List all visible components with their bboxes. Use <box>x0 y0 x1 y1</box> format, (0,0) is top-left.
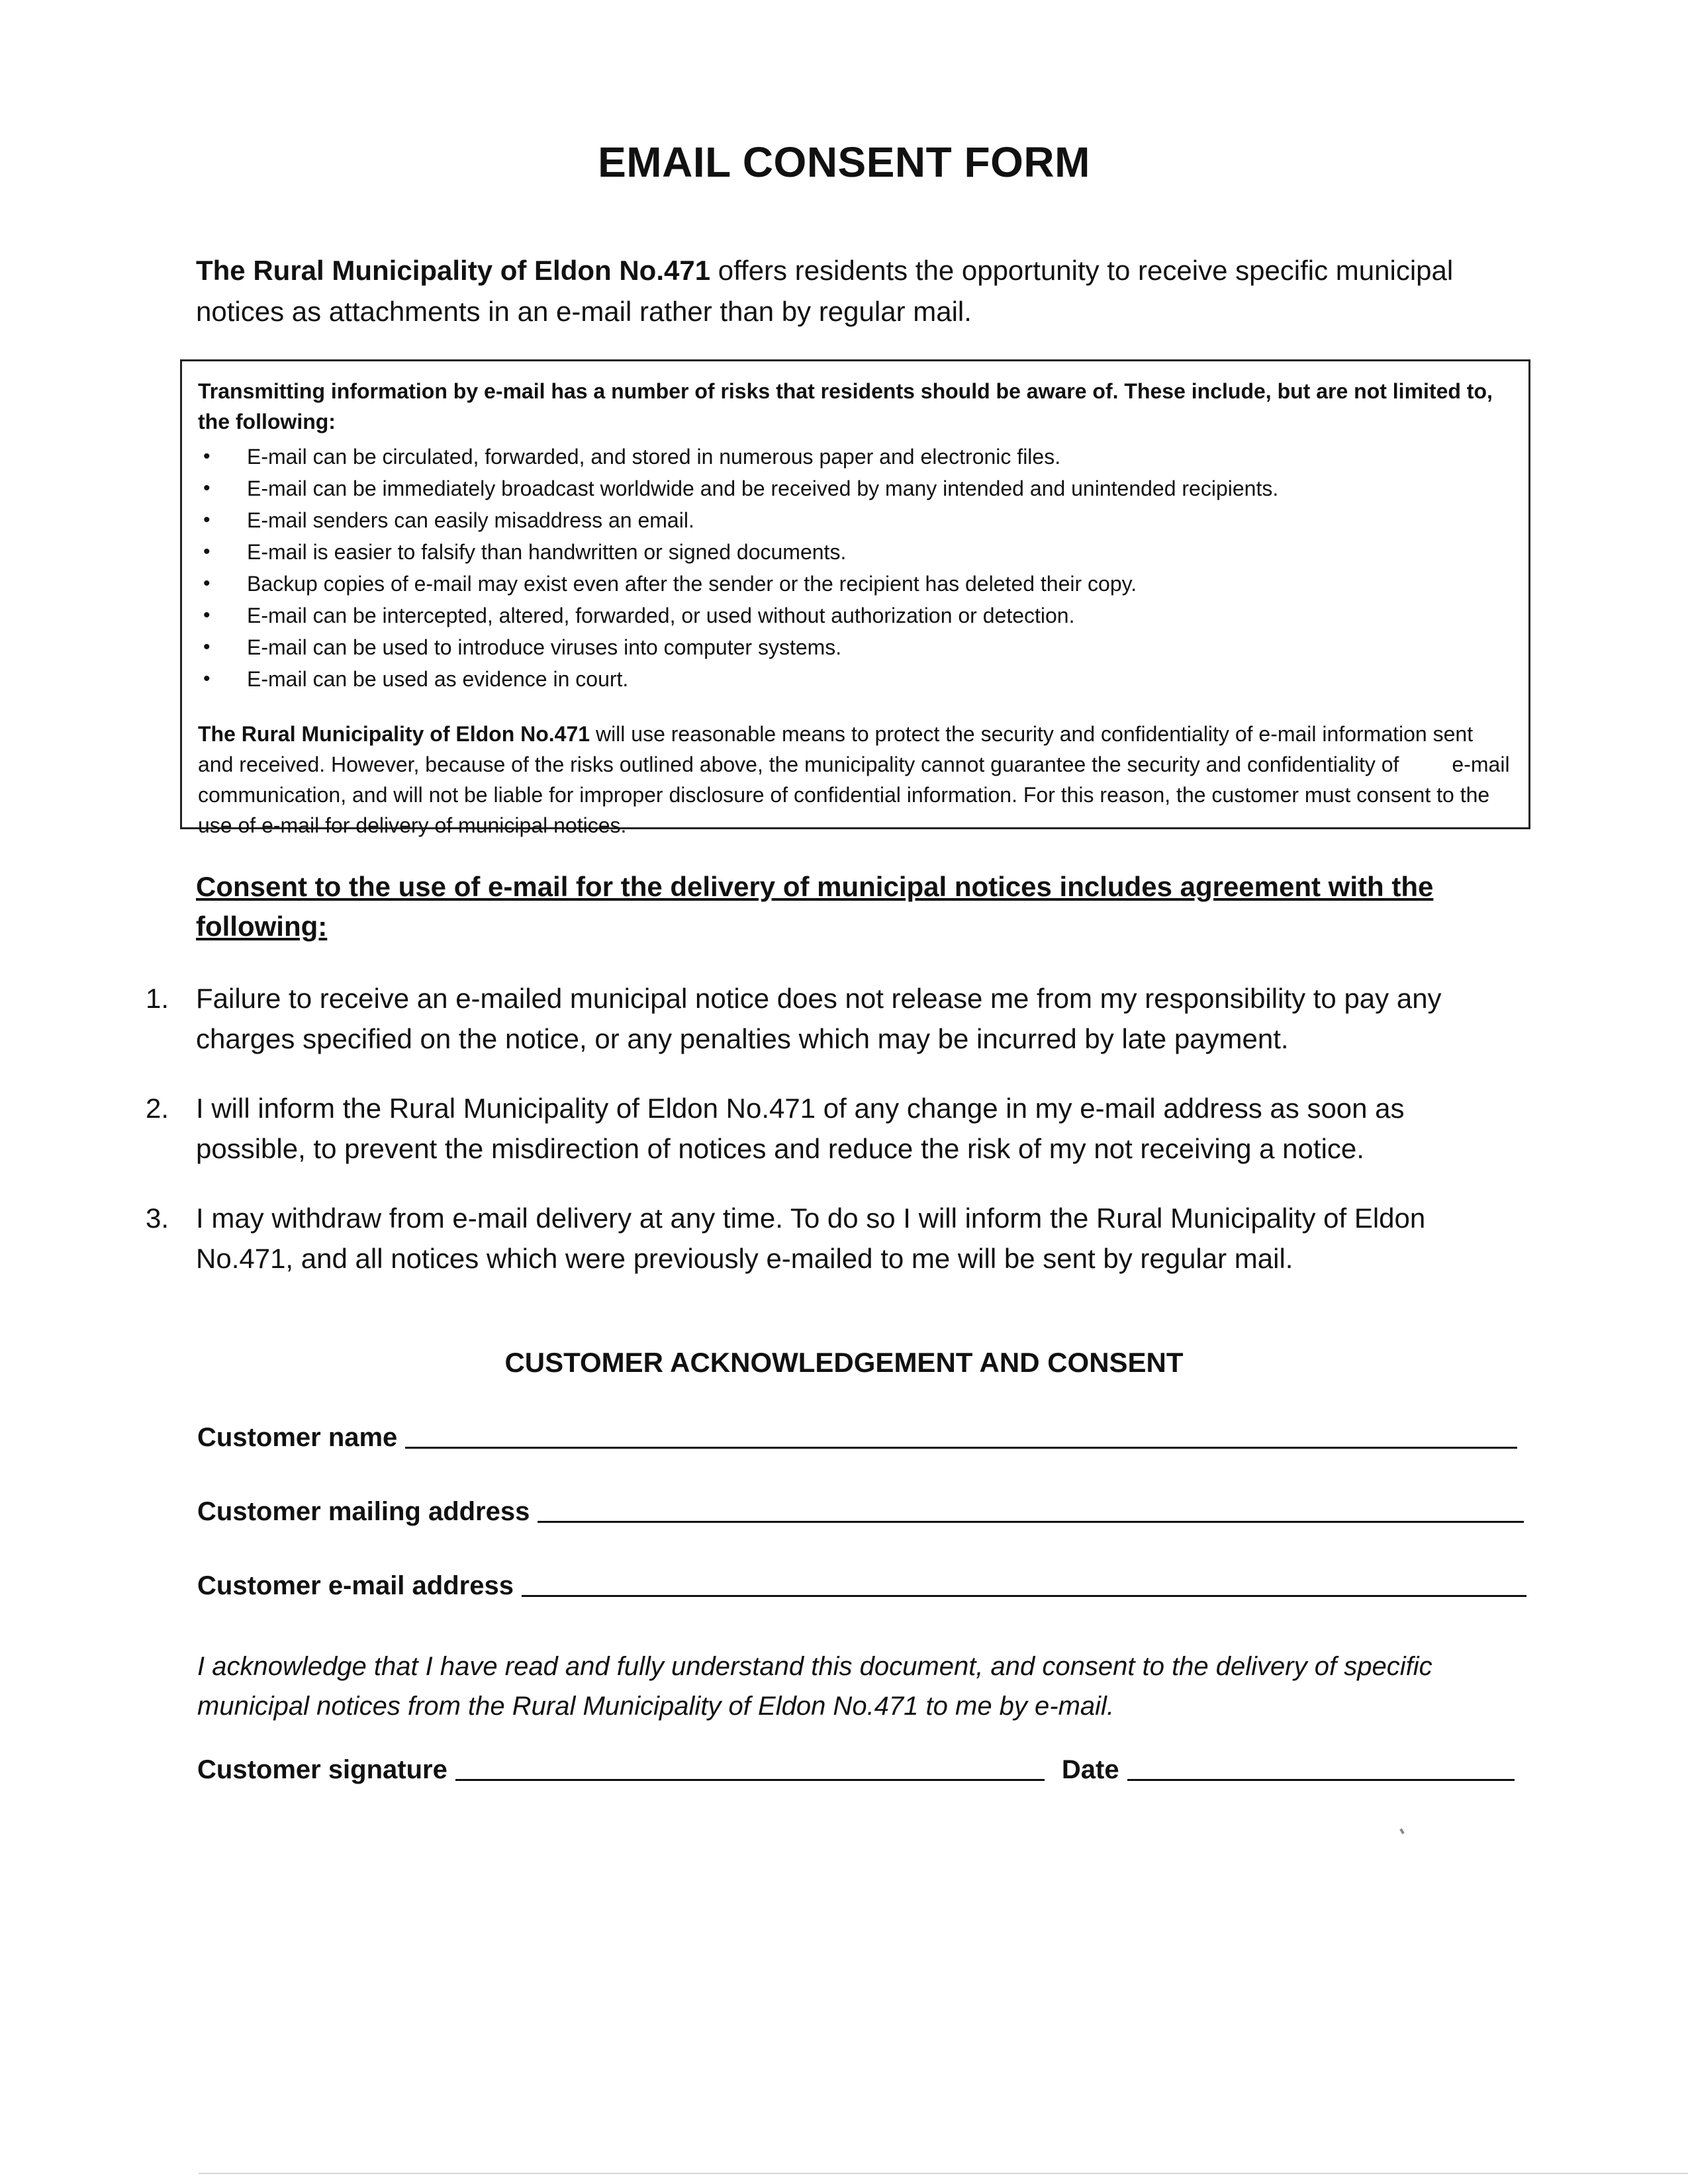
risk-item-text: E-mail can be used as evidence in court. <box>247 667 629 691</box>
agreement-text: I will inform the Rural Municipality of Eldon No.471 of any change in my e-mail address as soon as possible, to prevent the misdirection of notices and reduce the risk of my not receiving a notice. <box>196 1093 1405 1164</box>
agreement-number: 3. <box>146 1203 169 1234</box>
risk-list <box>198 441 1511 695</box>
risk-heading: Transmitting information by e-mail has a number of risks that residents should be aware of. These include, but are not limited to, the following: <box>198 379 1493 433</box>
date-label: Date <box>1061 1755 1119 1784</box>
risk-item-text: E-mail is easier to falsify than handwritten or signed documents. <box>247 540 847 564</box>
date-line[interactable] <box>1127 1778 1515 1781</box>
acknowledgement-heading: CUSTOMER ACKNOWLEDGEMENT AND CONSENT <box>504 1347 1184 1378</box>
risk-item <box>198 536 1511 568</box>
risk-item <box>198 504 1511 536</box>
customer-name-field <box>197 1423 1517 1453</box>
bullet-icon: • <box>203 636 211 658</box>
customer-email-line[interactable] <box>522 1594 1526 1597</box>
customer-name-label: Customer name <box>197 1423 398 1452</box>
risk-item <box>198 663 1511 695</box>
customer-signature-field <box>197 1755 1515 1785</box>
risk-item-text: E-mail can be circulated, forwarded, and stored in numerous paper and electronic files. <box>247 445 1061 469</box>
bullet-icon: • <box>203 668 211 690</box>
bullet-icon: • <box>203 572 211 594</box>
agreement-number: 1. <box>146 983 169 1014</box>
bullet-icon: • <box>203 509 211 531</box>
bullet-icon: • <box>203 477 211 499</box>
form-title: EMAIL CONSENT FORM <box>598 138 1090 186</box>
customer-mailing-address-label: Customer mailing address <box>197 1497 530 1526</box>
bullet-icon: • <box>203 604 211 626</box>
risk-footer-paragraph <box>198 719 1511 841</box>
risk-item-text: Backup copies of e-mail may exist even after the sender or the recipient has deleted their copy. <box>247 572 1137 596</box>
intro-org-name: The Rural Municipality of Eldon No.471 <box>196 255 711 286</box>
risk-footer-text-2: e-mail communication, and will not be liable for improper disclosure of confidential information. For this reason, the customer must consent to the use of e-mail for delivery of municipal notices. <box>198 752 1510 837</box>
consent-heading: Consent to the use of e-mail for the delivery of municipal notices includes agreement with the following: <box>196 871 1434 942</box>
agreement-item <box>146 1088 1516 1169</box>
customer-email-field <box>197 1571 1526 1601</box>
bullet-icon: • <box>203 445 211 467</box>
customer-email-label: Customer e-mail address <box>197 1571 514 1600</box>
bullet-icon: • <box>203 541 211 563</box>
agreement-number: 2. <box>146 1093 169 1124</box>
scan-mark <box>1399 1829 1404 1835</box>
agreement-list <box>146 978 1516 1308</box>
risk-item-text: E-mail can be used to introduce viruses into computer systems. <box>247 635 842 659</box>
agreement-text: Failure to receive an e-mailed municipal notice does not release me from my responsibility to pay any charges specified on the notice, or any penalties which may be incurred by late payment. <box>196 983 1442 1054</box>
acknowledgement-statement: I acknowledge that I have read and fully understand this document, and consent to the delivery of specific municipal notices from the Rural Municipality of Eldon No.471 to me by e-mail. <box>197 1652 1432 1721</box>
risk-item <box>198 473 1511 504</box>
agreement-item <box>146 1198 1516 1279</box>
risk-item <box>198 441 1511 473</box>
scan-edge-line <box>199 2173 1688 2174</box>
risk-footer-text-1: will use reasonable means to protect the security and confidentiality of e-mail information sent and received. However, because of the risks outlined above, the municipality cannot guarantee the security and confidentiality of <box>198 722 1474 776</box>
intro-paragraph <box>196 250 1513 332</box>
risk-item <box>198 568 1511 600</box>
customer-signature-line[interactable] <box>455 1778 1045 1781</box>
agreement-text: I may withdraw from e-mail delivery at any time. To do so I will inform the Rural Municipality of Eldon No.471, and all notices which were previously e-mailed to me will be sent by regular mail. <box>196 1203 1426 1274</box>
risk-item <box>198 631 1511 663</box>
risk-item-text: E-mail can be immediately broadcast worldwide and be received by many intended and unintended recipients. <box>247 477 1279 500</box>
intro-text: offers residents the opportunity to receive specific municipal notices as attachments in an e-mail rather than by regular mail. <box>196 255 1454 327</box>
risk-item-text: E-mail can be intercepted, altered, forwarded, or used without authorization or detection. <box>247 604 1075 627</box>
agreement-item <box>146 978 1516 1059</box>
customer-mailing-address-field <box>197 1497 1524 1527</box>
risk-footer-org: The Rural Municipality of Eldon No.471 <box>198 722 590 746</box>
risk-notice-box <box>180 359 1530 837</box>
risk-item-text: E-mail senders can easily misaddress an email. <box>247 508 694 532</box>
risk-item <box>198 600 1511 631</box>
customer-signature-label: Customer signature <box>197 1755 447 1784</box>
customer-mailing-address-line[interactable] <box>538 1520 1524 1523</box>
customer-name-line[interactable] <box>405 1445 1517 1449</box>
